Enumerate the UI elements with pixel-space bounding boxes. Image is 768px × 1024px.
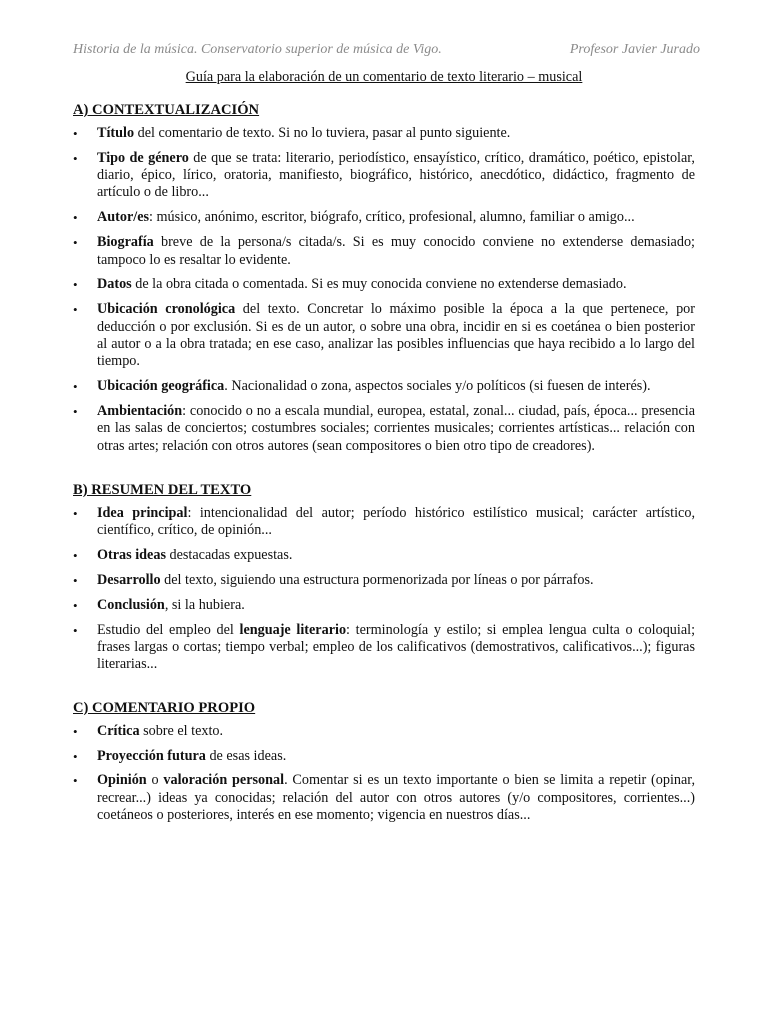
- item-term: Desarrollo: [97, 571, 161, 588]
- item-term: Idea principal: [97, 504, 188, 521]
- list-item: [73, 209, 695, 226]
- list-item: [73, 505, 695, 540]
- list-item: [73, 150, 695, 202]
- item-term: Conclusión: [97, 596, 165, 613]
- item-text: : terminología y estilo; si emplea lengua culta o coloquial; frases largas o cortas; tiempo verbal; empleo de los calificativos (demostrativos, calificativos...); figuras literarias...: [97, 621, 696, 673]
- section-title-contextualizacion: A) CONTEXTUALIZACIÓN: [73, 102, 260, 118]
- document-page: [73, 42, 700, 832]
- list-item: [73, 234, 695, 269]
- item-text: del texto, siguiendo una estructura pormenorizada por líneas o por párrafos.: [160, 571, 594, 588]
- bullet-icon: •: [73, 150, 78, 166]
- item-text: sobre el texto.: [139, 722, 224, 739]
- item-term: lenguaje literario: [239, 621, 347, 638]
- item-term: valoración personal: [163, 772, 285, 789]
- item-text: o: [146, 772, 164, 789]
- list-item: [73, 125, 695, 142]
- bullet-icon: •: [73, 748, 78, 764]
- bullet-icon: •: [73, 548, 78, 564]
- document-subtitle: Guía para la elaboración de un comentario de texto literario – musical: [185, 69, 583, 85]
- list-item: [73, 403, 695, 455]
- item-text: destacadas expuestas.: [165, 547, 293, 564]
- bullet-icon: •: [73, 379, 78, 395]
- section-title-comentario: C) COMENTARIO PROPIO: [73, 699, 256, 716]
- item-text: , si la hubiera.: [164, 596, 245, 613]
- item-text: . Comentar si es un texto importante o bien se limita a repetir (opinar, recrear...) ideas ya conocidas; relación del autor con otros autores (y/o compositores, corrientes...) coetáneos o posteriores, interés en ese momento; vigencia en nuestros días...: [97, 772, 695, 824]
- bullet-icon: •: [73, 404, 78, 420]
- header-professor: Profesor Javier Jurado: [569, 42, 700, 57]
- list-item: [73, 378, 695, 395]
- item-term: Título: [97, 125, 135, 141]
- list-item: [73, 597, 695, 614]
- item-text: del texto. Concretar lo máximo posible la época a la que pertenece, por deducción o por exclusión. Si es de un autor, o sobre una obra, incidir en si es coetánea o bien posterior al autor o a la obra tratada; en ese caso, analizar las posibles influencias que haya recibido a lo largo del tiempo.: [97, 301, 695, 370]
- list-item: [73, 301, 695, 370]
- item-text: : intencionalidad del autor; período histórico estilístico musical; carácter artístico, científico, crítico, de opinión...: [97, 504, 695, 539]
- list-item: [73, 723, 695, 740]
- item-text: Estudio del empleo del: [97, 621, 240, 638]
- page-header: [73, 42, 700, 62]
- section-list-resumen: [73, 505, 695, 674]
- header-course: Historia de la música. Conservatorio superior de música de Vigo.: [73, 42, 442, 57]
- item-term: Datos: [97, 276, 132, 293]
- list-item: [73, 622, 695, 674]
- section-list-contextualizacion: [73, 125, 695, 455]
- bullet-icon: •: [73, 126, 78, 141]
- item-text: . Nacionalidad o zona, aspectos sociales y/o políticos (si fuesen de interés).: [224, 378, 651, 395]
- item-term: Crítica: [97, 722, 140, 739]
- list-item: [73, 276, 695, 293]
- section-title-resumen: B) RESUMEN DEL TEXTO: [73, 481, 252, 498]
- item-term: Ubicación geográfica: [97, 378, 225, 395]
- item-text: breve de la persona/s citada/s. Si es muy conocido conviene no extenderse demasiado; tampoco lo es resaltar lo evidente.: [97, 234, 695, 268]
- item-term: Proyección futura: [97, 747, 206, 764]
- bullet-icon: •: [73, 277, 78, 293]
- item-term: Otras ideas: [97, 547, 166, 564]
- item-term: Tipo de género: [97, 149, 189, 166]
- item-text: de que se trata: literario, periodístico, ensayístico, crítico, dramático, poético, epistolar, diario, épico, lírico, oratoria, manifiesto, biográfico, histórico, anecdótico, didáctico, fragmento de artículo o de libro...: [97, 149, 695, 201]
- bullet-icon: •: [73, 302, 78, 318]
- list-item: [73, 772, 695, 824]
- item-text: : conocido o no a escala mundial, europea, estatal, zonal... ciudad, país, época... presencia en las salas de conciertos; costumbres sociales; corrientes musicales; corrientes artísticas... relación con otras artes; relación con otros autores (sean compositores o bien otro tipo de creadores).: [97, 403, 695, 454]
- bullet-icon: •: [73, 235, 78, 251]
- item-text: del comentario de texto. Si no lo tuviera, pasar al punto siguiente.: [134, 125, 511, 141]
- bullet-icon: •: [73, 572, 78, 588]
- item-term: Ambientación: [97, 403, 183, 420]
- item-term: Biografía: [97, 234, 154, 251]
- section-list-comentario: [73, 723, 695, 825]
- bullet-icon: •: [73, 773, 78, 789]
- item-text: de la obra citada o comentada. Si es muy conocida conviene no extenderse demasiado.: [131, 276, 627, 293]
- bullet-icon: •: [73, 597, 78, 613]
- bullet-icon: •: [73, 622, 78, 638]
- list-item: [73, 748, 695, 765]
- item-term: Opinión: [97, 772, 147, 789]
- item-text: : músico, anónimo, escritor, biógrafo, crítico, profesional, alumno, familiar o amigo...: [149, 209, 635, 226]
- list-item: [73, 572, 695, 589]
- list-item: [73, 547, 695, 564]
- item-term: Ubicación cronológica: [97, 301, 236, 318]
- bullet-icon: •: [73, 723, 78, 739]
- bullet-icon: •: [73, 210, 78, 226]
- bullet-icon: •: [73, 505, 78, 521]
- item-term: Autor/es: [97, 209, 150, 226]
- item-text: de esas ideas.: [205, 747, 287, 764]
